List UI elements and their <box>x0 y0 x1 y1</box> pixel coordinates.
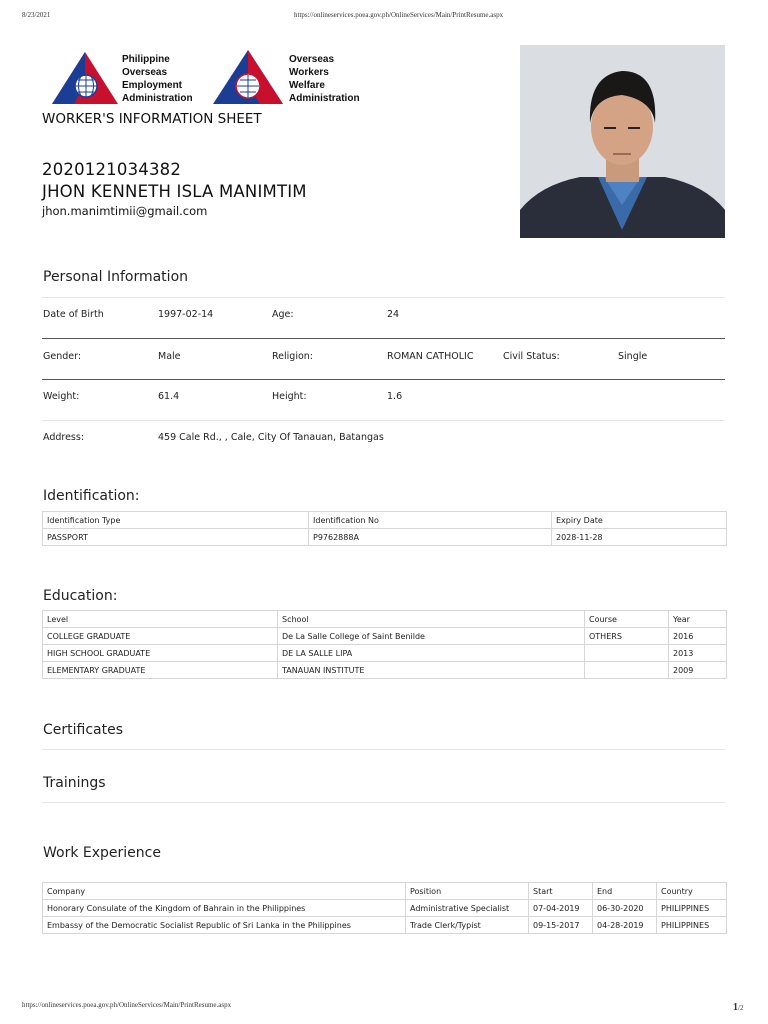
table-cell: 2009 <box>669 662 727 679</box>
table-cell: 2016 <box>669 628 727 645</box>
table-cell: PASSPORT <box>43 529 309 546</box>
education-heading: Education: <box>43 588 118 604</box>
table-header-cell: Identification No <box>309 512 552 529</box>
identification-table <box>42 511 727 546</box>
table-cell: 04-28-2019 <box>593 917 657 934</box>
page-number: 1/2 <box>733 1002 744 1013</box>
table-header-cell: Country <box>657 883 727 900</box>
height-value: 1.6 <box>387 391 403 402</box>
table-header-row <box>43 883 727 900</box>
divider <box>42 802 725 803</box>
table-cell: ELEMENTARY GRADUATE <box>43 662 278 679</box>
table-cell <box>585 662 669 679</box>
table-cell: PHILIPPINES <box>657 917 727 934</box>
table-cell: Administrative Specialist <box>406 900 529 917</box>
table-row <box>43 529 727 546</box>
table-cell: OTHERS <box>585 628 669 645</box>
identification-heading: Identification: <box>43 488 140 504</box>
table-header-row <box>43 611 727 628</box>
table-header-cell: Year <box>669 611 727 628</box>
table-cell: 2013 <box>669 645 727 662</box>
divider <box>42 420 725 421</box>
table-cell: De La Salle College of Saint Benilde <box>278 628 585 645</box>
worker-id: 2020121034382 <box>42 160 182 179</box>
trainings-heading: Trainings <box>43 775 106 791</box>
worker-email: jhon.manimtimii@gmail.com <box>42 204 208 218</box>
dob-value: 1997-02-14 <box>158 309 214 320</box>
table-cell: 06-30-2020 <box>593 900 657 917</box>
table-row <box>43 900 727 917</box>
table-cell: Embassy of the Democratic Socialist Republic of Sri Lanka in the Philippines <box>43 917 406 934</box>
table-header-cell: School <box>278 611 585 628</box>
owwa-logo-text: Overseas Workers Welfare Administration <box>289 54 360 104</box>
gender-label: Gender: <box>43 351 82 362</box>
poea-logo-icon <box>50 50 120 106</box>
table-cell: TANAUAN INSTITUTE <box>278 662 585 679</box>
table-cell: 09-15-2017 <box>529 917 593 934</box>
divider <box>42 297 725 298</box>
table-header-cell: Identification Type <box>43 512 309 529</box>
table-row <box>43 628 727 645</box>
table-row <box>43 662 727 679</box>
religion-label: Religion: <box>272 351 314 362</box>
print-url: https://onlineservices.poea.gov.ph/OnlineServices/Main/PrintResume.aspx <box>294 11 504 19</box>
table-header-cell: Position <box>406 883 529 900</box>
weight-label: Weight: <box>43 391 80 402</box>
gender-value: Male <box>158 351 181 362</box>
civil-status-value: Single <box>618 351 648 362</box>
table-cell: 2028-11-28 <box>552 529 727 546</box>
table-header-cell: Expiry Date <box>552 512 727 529</box>
table-header-row <box>43 512 727 529</box>
religion-value: ROMAN CATHOLIC <box>387 351 474 362</box>
age-value: 24 <box>387 309 400 320</box>
work-experience-table <box>42 882 727 934</box>
print-date: 8/23/2021 <box>22 11 51 19</box>
table-header-cell: Level <box>43 611 278 628</box>
table-cell: PHILIPPINES <box>657 900 727 917</box>
age-label: Age: <box>272 309 294 320</box>
civil-status-label: Civil Status: <box>503 351 560 362</box>
table-header-cell: Start <box>529 883 593 900</box>
worker-name: JHON KENNETH ISLA MANIMTIM <box>42 182 307 201</box>
sheet-title: WORKER'S INFORMATION SHEET <box>42 111 262 127</box>
divider <box>42 749 725 750</box>
address-value: 459 Cale Rd., , Cale, City Of Tanauan, Batangas <box>158 432 384 443</box>
poea-logo-text: Philippine Overseas Employment Administration <box>122 54 193 104</box>
table-cell: COLLEGE GRADUATE <box>43 628 278 645</box>
certificates-heading: Certificates <box>43 722 124 738</box>
table-cell: HIGH SCHOOL GRADUATE <box>43 645 278 662</box>
weight-value: 61.4 <box>158 391 180 402</box>
dob-label: Date of Birth <box>43 309 104 320</box>
address-label: Address: <box>43 432 85 443</box>
table-cell: P9762888A <box>309 529 552 546</box>
table-row <box>43 917 727 934</box>
personal-info-heading: Personal Information <box>43 269 189 285</box>
owwa-logo-icon <box>210 48 285 106</box>
table-cell: Trade Clerk/Typist <box>406 917 529 934</box>
footer-url: https://onlineservices.poea.gov.ph/OnlineServices/Main/PrintResume.aspx <box>22 1001 232 1009</box>
divider <box>42 338 725 339</box>
table-header-cell: End <box>593 883 657 900</box>
table-cell: Honorary Consulate of the Kingdom of Bahrain in the Philippines <box>43 900 406 917</box>
table-cell: DE LA SALLE LIPA <box>278 645 585 662</box>
divider <box>42 379 725 380</box>
table-row <box>43 645 727 662</box>
table-header-cell: Course <box>585 611 669 628</box>
table-cell <box>585 645 669 662</box>
work-experience-heading: Work Experience <box>43 845 161 861</box>
education-table <box>42 610 727 679</box>
worker-photo <box>520 45 725 238</box>
height-label: Height: <box>272 391 307 402</box>
table-cell: 07-04-2019 <box>529 900 593 917</box>
table-header-cell: Company <box>43 883 406 900</box>
